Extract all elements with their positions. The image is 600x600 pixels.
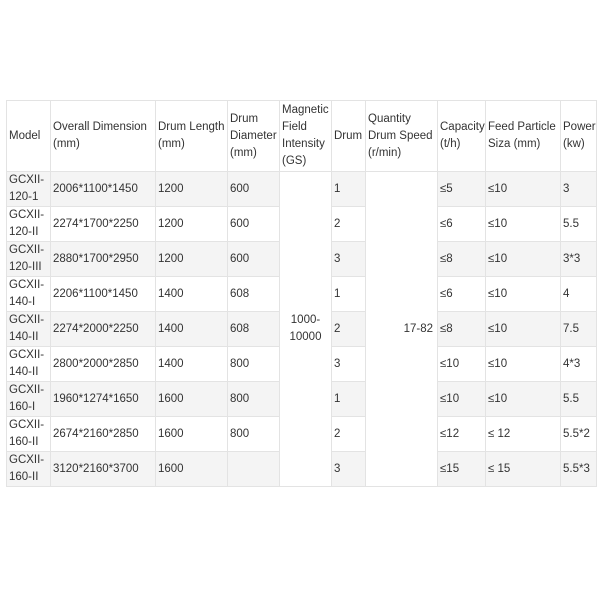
cell-capacity: ≤10 — [438, 347, 486, 382]
cell-dimension: 2006*1100*1450 — [51, 172, 156, 207]
cell-dimension: 2274*2000*2250 — [51, 312, 156, 347]
header-magnetic-field: Magnetic Field Intensity (GS) — [280, 101, 332, 172]
header-capacity: Capacity (t/h) — [438, 101, 486, 172]
cell-drum-length: 1200 — [156, 207, 228, 242]
cell-model: GCXII-160-II — [7, 452, 51, 487]
header-drum-length: Drum Length (mm) — [156, 101, 228, 172]
cell-capacity: ≤12 — [438, 417, 486, 452]
cell-drum-length: 1600 — [156, 452, 228, 487]
cell-drum-diameter — [228, 452, 280, 487]
cell-capacity: ≤8 — [438, 242, 486, 277]
cell-drum-length: 1200 — [156, 172, 228, 207]
cell-feed: ≤10 — [486, 347, 561, 382]
cell-model: GCXII-160-II — [7, 417, 51, 452]
cell-power: 3*3 — [561, 242, 597, 277]
table-row — [7, 172, 597, 207]
cell-drum-diameter: 600 — [228, 242, 280, 277]
cell-feed: ≤10 — [486, 172, 561, 207]
cell-drum: 2 — [332, 417, 366, 452]
header-drum-diameter: Drum Diameter (mm) — [228, 101, 280, 172]
cell-drum-length: 1400 — [156, 277, 228, 312]
cell-power: 3 — [561, 172, 597, 207]
cell-capacity: ≤15 — [438, 452, 486, 487]
cell-capacity: ≤6 — [438, 207, 486, 242]
cell-drum-length: 1400 — [156, 312, 228, 347]
cell-drum: 3 — [332, 347, 366, 382]
cell-model: GCXII-120-II — [7, 207, 51, 242]
cell-feed: ≤ 15 — [486, 452, 561, 487]
header-model: Model — [7, 101, 51, 172]
header-overall-dimension: Overall Dimension (mm) — [51, 101, 156, 172]
cell-model: GCXII-140-II — [7, 312, 51, 347]
cell-dimension: 2800*2000*2850 — [51, 347, 156, 382]
cell-model: GCXII-160-I — [7, 382, 51, 417]
cell-drum: 1 — [332, 277, 366, 312]
cell-feed: ≤10 — [486, 242, 561, 277]
cell-power: 5.5*3 — [561, 452, 597, 487]
cell-dimension: 3120*2160*3700 — [51, 452, 156, 487]
cell-power: 7.5 — [561, 312, 597, 347]
cell-drum-diameter: 608 — [228, 277, 280, 312]
cell-drum-length: 1400 — [156, 347, 228, 382]
cell-drum-diameter: 608 — [228, 312, 280, 347]
cell-drum-diameter: 800 — [228, 382, 280, 417]
cell-drum: 2 — [332, 207, 366, 242]
cell-capacity: ≤8 — [438, 312, 486, 347]
table-body — [7, 172, 597, 487]
cell-model: GCXII-140-I — [7, 277, 51, 312]
cell-model: GCXII-120-1 — [7, 172, 51, 207]
cell-dimension: 2880*1700*2950 — [51, 242, 156, 277]
cell-drum: 2 — [332, 312, 366, 347]
cell-feed: ≤10 — [486, 277, 561, 312]
cell-drum-diameter: 800 — [228, 347, 280, 382]
cell-drum: 3 — [332, 452, 366, 487]
cell-drum-diameter: 600 — [228, 172, 280, 207]
cell-capacity: ≤5 — [438, 172, 486, 207]
cell-model: GCXII-140-II — [7, 347, 51, 382]
cell-drum-length: 1600 — [156, 417, 228, 452]
cell-drum: 3 — [332, 242, 366, 277]
cell-power: 4*3 — [561, 347, 597, 382]
cell-dimension: 2274*1700*2250 — [51, 207, 156, 242]
cell-model: GCXII-120-III — [7, 242, 51, 277]
cell-drum-length: 1600 — [156, 382, 228, 417]
cell-feed: ≤10 — [486, 312, 561, 347]
header-drum-speed: Quantity Drum Speed (r/min) — [366, 101, 438, 172]
cell-magnetic-field-merged: 1000-10000 — [280, 172, 332, 487]
header-row — [7, 101, 597, 172]
cell-capacity: ≤6 — [438, 277, 486, 312]
cell-capacity: ≤10 — [438, 382, 486, 417]
header-power: Power (kw) — [561, 101, 597, 172]
cell-feed: ≤10 — [486, 382, 561, 417]
cell-drum-diameter: 800 — [228, 417, 280, 452]
cell-power: 5.5 — [561, 207, 597, 242]
cell-drum: 1 — [332, 172, 366, 207]
cell-drum-speed-merged: 17-82 — [366, 172, 438, 487]
cell-drum: 1 — [332, 382, 366, 417]
cell-power: 5.5 — [561, 382, 597, 417]
cell-dimension: 1960*1274*1650 — [51, 382, 156, 417]
cell-feed: ≤10 — [486, 207, 561, 242]
header-feed-particle-size: Feed Particle Siza (mm) — [486, 101, 561, 172]
cell-power: 4 — [561, 277, 597, 312]
cell-drum-length: 1200 — [156, 242, 228, 277]
header-drum: Drum — [332, 101, 366, 172]
cell-power: 5.5*2 — [561, 417, 597, 452]
cell-drum-diameter: 600 — [228, 207, 280, 242]
cell-dimension: 2206*1100*1450 — [51, 277, 156, 312]
cell-dimension: 2674*2160*2850 — [51, 417, 156, 452]
cell-feed: ≤ 12 — [486, 417, 561, 452]
table-header — [7, 101, 597, 172]
spec-table — [6, 100, 597, 487]
